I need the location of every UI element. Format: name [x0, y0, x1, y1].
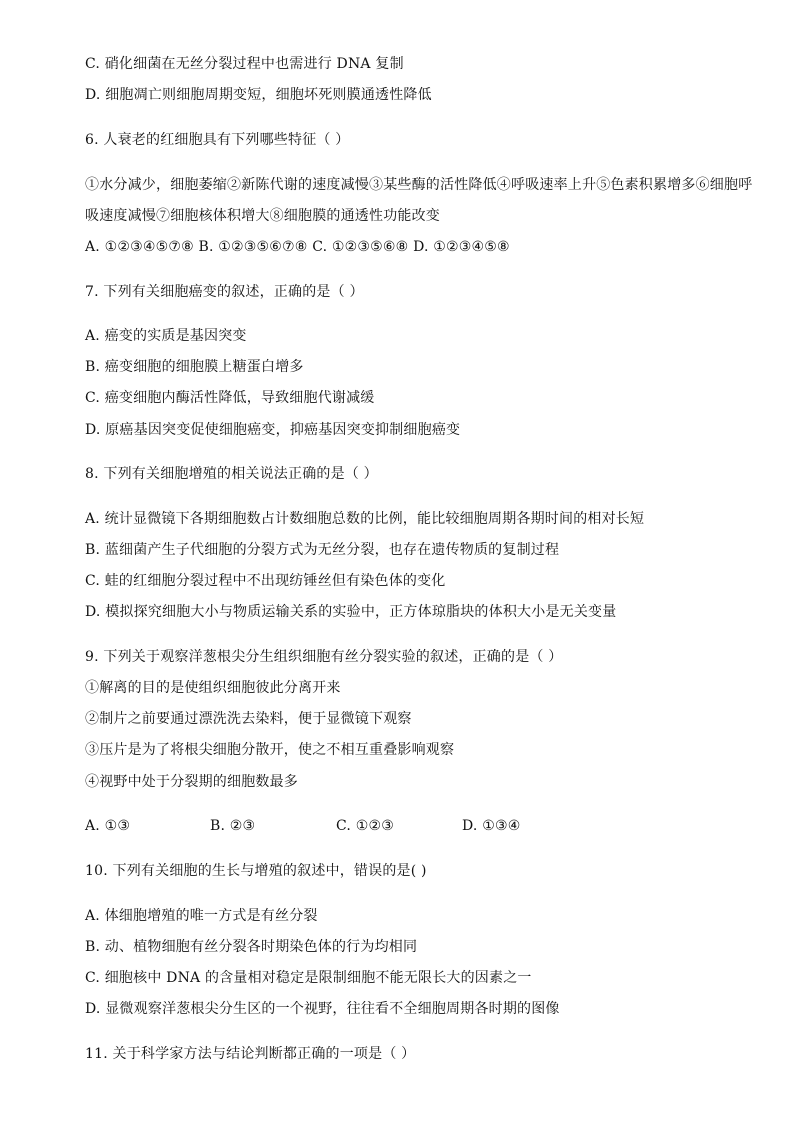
q8-stem: 8. 下列有关细胞增殖的相关说法正确的是（ ） [85, 466, 378, 482]
q7-option-d: D. 原癌基因突变促使细胞癌变，抑癌基因突变抑制细胞癌变 [85, 422, 461, 438]
q6-description-line-1: ①水分减少，细胞萎缩②新陈代谢的速度减慢③某些酶的活性降低④呼吸速率上升⑤色素积累增多⑥细胞呼 [85, 177, 753, 193]
q6-stem: 6. 人衰老的红细胞具有下列哪些特征（ ） [85, 132, 350, 148]
q5-option-c: C. 硝化细菌在无丝分裂过程中也需进行 DNA 复制 [85, 56, 404, 72]
q7-option-c: C. 癌变细胞内酶活性降低，导致细胞代谢减缓 [85, 390, 375, 406]
q9-stem: 9. 下列关于观察洋葱根尖分生组织细胞有丝分裂实验的叙述，正确的是（ ） [85, 649, 563, 665]
q9-statement-3: ③压片是为了将根尖细胞分散开，使之不相互重叠影响观察 [85, 742, 455, 758]
q6-options: A. ①②③④⑤⑦⑧ B. ①②③⑤⑥⑦⑧ C. ①②③⑤⑥⑧ D. ①②③④⑤⑧ [85, 239, 510, 255]
q8-option-a: A. 统计显微镜下各期细胞数占计数细胞总数的比例，能比较细胞周期各期时间的相对长短 [85, 511, 645, 527]
q9-option-a: A. ①③ [85, 818, 131, 834]
q10-option-c: C. 细胞核中 DNA 的含量相对稳定是限制细胞不能无限长大的因素之一 [85, 970, 532, 986]
q8-option-b: B. 蓝细菌产生子代细胞的分裂方式为无丝分裂，也存在遗传物质的复制过程 [85, 542, 560, 558]
q10-option-a: A. 体细胞增殖的唯一方式是有丝分裂 [85, 908, 318, 924]
q10-stem: 10. 下列有关细胞的生长与增殖的叙述中，错误的是( ) [85, 863, 427, 879]
q7-stem: 7. 下列有关细胞癌变的叙述，正确的是（ ） [85, 284, 364, 300]
q9-statement-1: ①解离的目的是使组织细胞彼此分离开来 [85, 680, 341, 696]
q5-option-d: D. 细胞凋亡则细胞周期变短，细胞坏死则膜通透性降低 [85, 87, 432, 103]
q7-option-a: A. 癌变的实质是基因突变 [85, 328, 247, 344]
q11-stem: 11. 关于科学家方法与结论判断都正确的一项是（ ） [85, 1046, 416, 1062]
q10-option-b: B. 动、植物细胞有丝分裂各时期染色体的行为均相同 [85, 939, 418, 955]
q9-option-b: B. ②③ [210, 818, 256, 834]
q6-description-line-2: 吸速度减慢⑦细胞核体积增大⑧细胞膜的通透性功能改变 [85, 208, 440, 224]
q9-option-c: C. ①②③ [336, 818, 394, 834]
q9-option-d: D. ①③④ [462, 818, 521, 834]
q8-option-d: D. 模拟探究细胞大小与物质运输关系的实验中，正方体琼脂块的体积大小是无关变量 [85, 604, 617, 620]
q8-option-c: C. 蛙的红细胞分裂过程中不出现纺锤丝但有染色体的变化 [85, 573, 446, 589]
q10-option-d: D. 显微观察洋葱根尖分生区的一个视野，往往看不全细胞周期各时期的图像 [85, 1001, 560, 1017]
q7-option-b: B. 癌变细胞的细胞膜上糖蛋白增多 [85, 359, 304, 375]
q9-statement-2: ②制片之前要通过漂洗洗去染料，便于显微镜下观察 [85, 711, 412, 727]
q9-statement-4: ④视野中处于分裂期的细胞数最多 [85, 774, 298, 790]
